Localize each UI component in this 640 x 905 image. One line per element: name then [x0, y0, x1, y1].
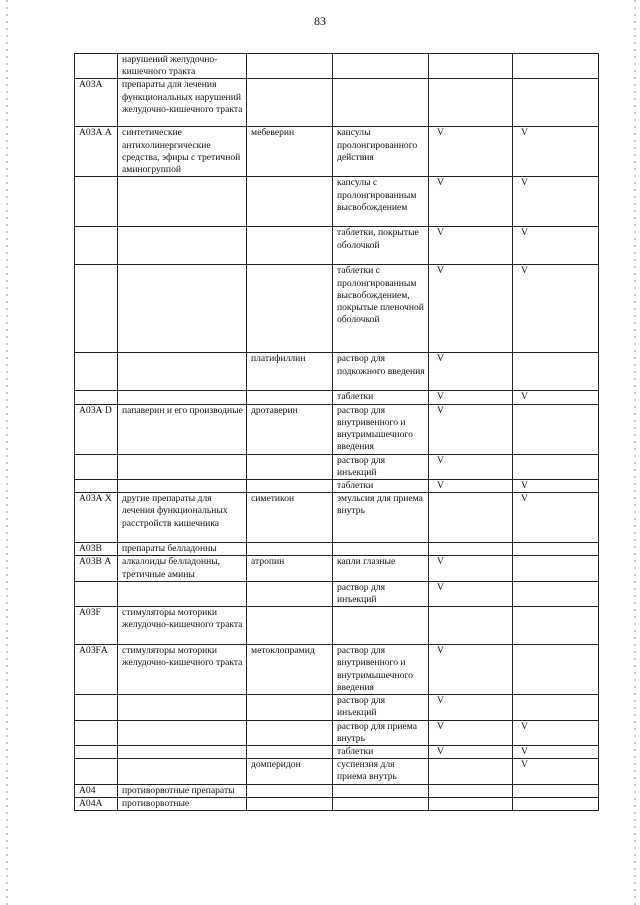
cell-mark-col6 [513, 79, 599, 127]
cell-atc-code: А03А D [75, 404, 118, 454]
cell-therapeutic-group [118, 353, 247, 391]
cell-atc-code [75, 581, 118, 606]
cell-therapeutic-group [118, 720, 247, 745]
cell-mark-col6 [513, 404, 599, 454]
cell-atc-code: А03В [75, 543, 118, 556]
cell-drug-name: метоклопрамид [247, 645, 333, 695]
cell-drug-name [247, 227, 333, 265]
cell-mark-col6: V [513, 227, 599, 265]
cell-therapeutic-group: противорвотные [118, 797, 247, 810]
cell-mark-col6: V [513, 391, 599, 404]
cell-mark-col6: V [513, 746, 599, 759]
cell-dosage-form [333, 79, 429, 127]
cell-atc-code [75, 265, 118, 353]
cell-mark-col5: V [429, 404, 513, 454]
cell-mark-col5 [429, 493, 513, 543]
cell-atc-code: А03А А [75, 127, 118, 177]
cell-dosage-form: раствор для инъекций [333, 581, 429, 606]
cell-dosage-form [333, 797, 429, 810]
table-row [75, 556, 599, 581]
table-row [75, 746, 599, 759]
cell-mark-col5: V [429, 695, 513, 720]
cell-therapeutic-group [118, 227, 247, 265]
table-row [75, 695, 599, 720]
cell-mark-col5: V [429, 265, 513, 353]
cell-drug-name [247, 54, 333, 79]
cell-drug-name: симетикон [247, 493, 333, 543]
cell-therapeutic-group: нарушений желудочно-кишечного тракта [118, 54, 247, 79]
cell-atc-code [75, 746, 118, 759]
table-row [75, 391, 599, 404]
cell-therapeutic-group [118, 759, 247, 784]
cell-mark-col6: V [513, 265, 599, 353]
cell-mark-col6 [513, 784, 599, 797]
cell-atc-code [75, 759, 118, 784]
cell-drug-name [247, 177, 333, 227]
cell-drug-name [247, 797, 333, 810]
cell-mark-col6 [513, 543, 599, 556]
table-row [75, 404, 599, 454]
table-row [75, 720, 599, 745]
cell-therapeutic-group [118, 480, 247, 493]
table-row [75, 79, 599, 127]
cell-therapeutic-group: препараты белладонны [118, 543, 247, 556]
cell-dosage-form [333, 607, 429, 645]
cell-dosage-form [333, 54, 429, 79]
drug-list-table [74, 53, 599, 811]
cell-atc-code [75, 353, 118, 391]
table-row [75, 784, 599, 797]
cell-dosage-form: таблетки [333, 391, 429, 404]
cell-atc-code: А04А [75, 797, 118, 810]
cell-mark-col6 [513, 54, 599, 79]
cell-drug-name [247, 581, 333, 606]
cell-mark-col5 [429, 543, 513, 556]
table-row [75, 353, 599, 391]
cell-drug-name [247, 607, 333, 645]
cell-drug-name [247, 265, 333, 353]
cell-therapeutic-group: препараты для лечения функциональных нарушений желудочно-кишечного тракта [118, 79, 247, 127]
cell-dosage-form: раствор для внутривенного и внутримышечного введения [333, 645, 429, 695]
cell-mark-col5: V [429, 480, 513, 493]
table-row [75, 480, 599, 493]
cell-atc-code: А03А [75, 79, 118, 127]
cell-mark-col5: V [429, 746, 513, 759]
cell-drug-name [247, 784, 333, 797]
cell-atc-code [75, 391, 118, 404]
cell-therapeutic-group: другие препараты для лечения функциональных расстройств кишечника [118, 493, 247, 543]
page-number: 83 [314, 14, 326, 28]
cell-therapeutic-group: стимуляторы моторики желудочно-кишечного тракта [118, 645, 247, 695]
table-row [75, 759, 599, 784]
cell-drug-name: мебеверин [247, 127, 333, 177]
table-row [75, 543, 599, 556]
cell-therapeutic-group [118, 391, 247, 404]
cell-mark-col5 [429, 79, 513, 127]
cell-dosage-form: таблетки, покрытые оболочкой [333, 227, 429, 265]
cell-mark-col5 [429, 797, 513, 810]
cell-atc-code [75, 480, 118, 493]
cell-dosage-form: раствор для подкожного введения [333, 353, 429, 391]
cell-atc-code: А04 [75, 784, 118, 797]
cell-drug-name [247, 480, 333, 493]
table-row [75, 54, 599, 79]
cell-dosage-form: эмульсия для приема внутрь [333, 493, 429, 543]
cell-mark-col6 [513, 607, 599, 645]
cell-mark-col5: V [429, 177, 513, 227]
cell-therapeutic-group [118, 695, 247, 720]
cell-dosage-form: таблетки [333, 746, 429, 759]
cell-drug-name [247, 543, 333, 556]
cell-atc-code: А03F [75, 607, 118, 645]
cell-mark-col6: V [513, 493, 599, 543]
cell-mark-col6 [513, 797, 599, 810]
cell-drug-name [247, 695, 333, 720]
cell-atc-code [75, 177, 118, 227]
cell-atc-code [75, 454, 118, 479]
table-row [75, 265, 599, 353]
cell-mark-col6: V [513, 127, 599, 177]
table-row [75, 227, 599, 265]
cell-atc-code [75, 720, 118, 745]
cell-drug-name [247, 79, 333, 127]
cell-therapeutic-group [118, 265, 247, 353]
cell-mark-col6 [513, 581, 599, 606]
cell-dosage-form: капсулы с пролонгированным высвобождением [333, 177, 429, 227]
cell-drug-name: платифиллин [247, 353, 333, 391]
cell-atc-code: А03FА [75, 645, 118, 695]
cell-therapeutic-group [118, 454, 247, 479]
cell-dosage-form: капсулы пролонгированного действия [333, 127, 429, 177]
cell-atc-code: А03В А [75, 556, 118, 581]
table-row [75, 607, 599, 645]
cell-mark-col5 [429, 54, 513, 79]
scan-edge-right [634, 0, 636, 905]
cell-atc-code [75, 54, 118, 79]
cell-dosage-form [333, 543, 429, 556]
table-row [75, 127, 599, 177]
cell-mark-col5: V [429, 556, 513, 581]
cell-dosage-form [333, 784, 429, 797]
cell-mark-col6: V [513, 177, 599, 227]
cell-drug-name: домперидон [247, 759, 333, 784]
cell-mark-col5: V [429, 581, 513, 606]
cell-mark-col6: V [513, 759, 599, 784]
cell-mark-col6 [513, 353, 599, 391]
cell-mark-col5 [429, 607, 513, 645]
table-row [75, 177, 599, 227]
cell-therapeutic-group: алкалоиды белладонны, третичные амины [118, 556, 247, 581]
cell-dosage-form: таблетки с пролонгированным высвобождением, покрытые пленочной оболочкой [333, 265, 429, 353]
cell-mark-col5: V [429, 391, 513, 404]
cell-therapeutic-group [118, 581, 247, 606]
table-row [75, 797, 599, 810]
table-row [75, 454, 599, 479]
cell-drug-name [247, 720, 333, 745]
cell-dosage-form: капли глазные [333, 556, 429, 581]
cell-dosage-form: суспензия для приема внутрь [333, 759, 429, 784]
cell-drug-name: дротаверин [247, 404, 333, 454]
table-row [75, 581, 599, 606]
cell-mark-col5: V [429, 454, 513, 479]
cell-dosage-form: раствор для инъекций [333, 695, 429, 720]
cell-mark-col6: V [513, 720, 599, 745]
cell-therapeutic-group: синтетические антихолинергические средства, эфиры с третичной аминогруппой [118, 127, 247, 177]
cell-mark-col5: V [429, 353, 513, 391]
cell-atc-code [75, 227, 118, 265]
cell-drug-name [247, 454, 333, 479]
cell-mark-col6 [513, 454, 599, 479]
cell-dosage-form: раствор для приема внутрь [333, 720, 429, 745]
cell-mark-col5: V [429, 227, 513, 265]
cell-mark-col6: V [513, 480, 599, 493]
cell-atc-code [75, 695, 118, 720]
cell-drug-name: атропин [247, 556, 333, 581]
table-row [75, 645, 599, 695]
cell-dosage-form: раствор для внутривенного и внутримышечного введения [333, 404, 429, 454]
cell-therapeutic-group: стимуляторы моторики желудочно-кишечного тракта [118, 607, 247, 645]
cell-therapeutic-group: противорвотные препараты [118, 784, 247, 797]
cell-mark-col6 [513, 645, 599, 695]
cell-mark-col5 [429, 759, 513, 784]
table-body [75, 54, 599, 811]
cell-drug-name [247, 746, 333, 759]
scan-edge-left [6, 0, 8, 905]
cell-mark-col5: V [429, 127, 513, 177]
table-row [75, 493, 599, 543]
cell-dosage-form: таблетки [333, 480, 429, 493]
cell-mark-col5: V [429, 720, 513, 745]
cell-mark-col5 [429, 784, 513, 797]
cell-mark-col6 [513, 556, 599, 581]
cell-mark-col5: V [429, 645, 513, 695]
cell-therapeutic-group: папаверин и его производные [118, 404, 247, 454]
cell-therapeutic-group [118, 177, 247, 227]
cell-dosage-form: раствор для инъекций [333, 454, 429, 479]
cell-atc-code: А03А Х [75, 493, 118, 543]
cell-drug-name [247, 391, 333, 404]
cell-mark-col6 [513, 695, 599, 720]
cell-therapeutic-group [118, 746, 247, 759]
